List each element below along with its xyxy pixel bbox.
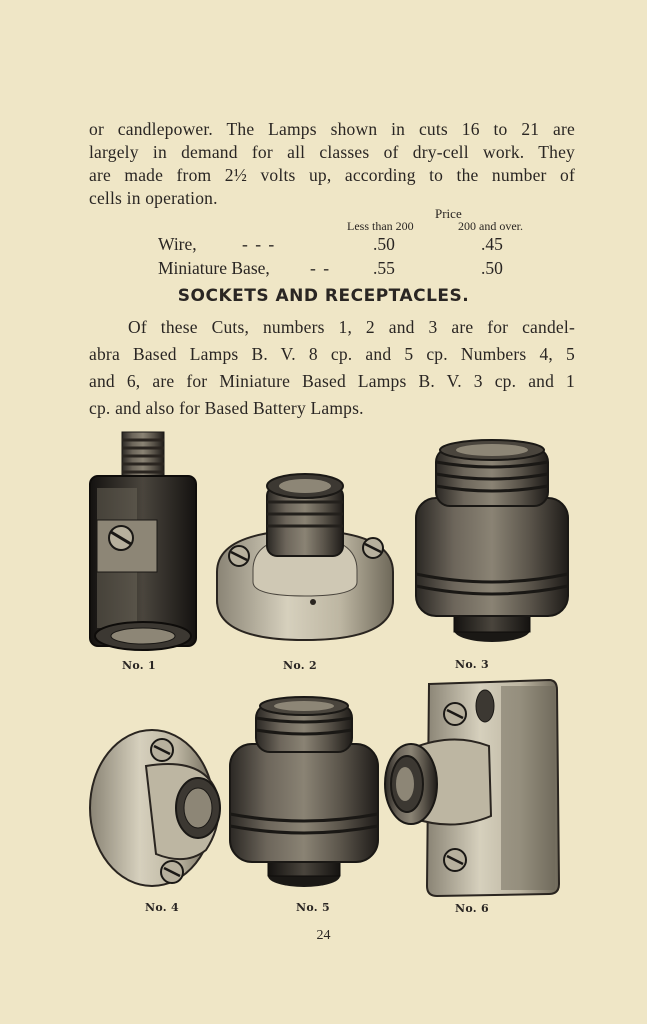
price-value-200-over: .45 bbox=[481, 234, 503, 254]
price-value-less-200: .55 bbox=[373, 258, 395, 278]
intro-line: are made from 2½ volts up, according to the number of bbox=[89, 165, 575, 185]
caption-no5: No. 5 bbox=[296, 901, 331, 914]
section-heading: SOCKETS AND RECEPTACLES. bbox=[177, 286, 470, 306]
socket-no6-illustration bbox=[383, 676, 561, 898]
socket-body bbox=[416, 498, 568, 616]
socket-no2-illustration bbox=[213, 472, 396, 644]
body-paragraph bbox=[89, 314, 575, 422]
intro-paragraph bbox=[89, 118, 575, 210]
price-value-200-over: .50 bbox=[481, 258, 503, 278]
page-number: 24 bbox=[316, 928, 331, 943]
price-row-dashes: - - bbox=[310, 258, 330, 278]
caption-no3: No. 3 bbox=[455, 658, 490, 671]
body-line: Of these Cuts, numbers 1, 2 and 3 are for candel- bbox=[128, 317, 575, 337]
intro-line: or candlepower. The Lamps shown in cuts 16 to 21 are bbox=[89, 119, 575, 139]
socket-body bbox=[230, 744, 378, 862]
price-header: Price bbox=[435, 206, 462, 221]
price-col2-header: 200 and over. bbox=[458, 219, 523, 233]
threaded-stem bbox=[122, 432, 164, 480]
price-row-dashes: - - - bbox=[242, 234, 275, 254]
socket-no3-illustration bbox=[412, 440, 572, 650]
socket-no4-illustration bbox=[86, 726, 226, 892]
socket-no1-illustration bbox=[85, 428, 200, 656]
body-line: abra Based Lamps B. V. 8 cp. and 5 cp. Numbers 4, 5 bbox=[89, 344, 575, 364]
caption-no2: No. 2 bbox=[283, 659, 318, 672]
price-value-less-200: .50 bbox=[373, 234, 395, 254]
intro-line: cells in operation. bbox=[89, 188, 218, 208]
caption-no1: No. 1 bbox=[122, 659, 157, 672]
price-col1-header: Less than 200 bbox=[347, 219, 414, 233]
intro-line: largely in demand for all classes of dry-cell work. They bbox=[89, 142, 575, 162]
caption-no6: No. 6 bbox=[455, 902, 490, 915]
price-row-label: Miniature Base, bbox=[158, 258, 270, 278]
socket-no5-illustration bbox=[226, 696, 382, 892]
body-line: cp. and also for Based Battery Lamps. bbox=[89, 398, 364, 418]
caption-no4: No. 4 bbox=[145, 901, 180, 914]
body-line: and 6, are for Miniature Based Lamps B. V. 3 cp. and 1 bbox=[89, 371, 575, 391]
price-row-label: Wire, bbox=[158, 234, 197, 254]
